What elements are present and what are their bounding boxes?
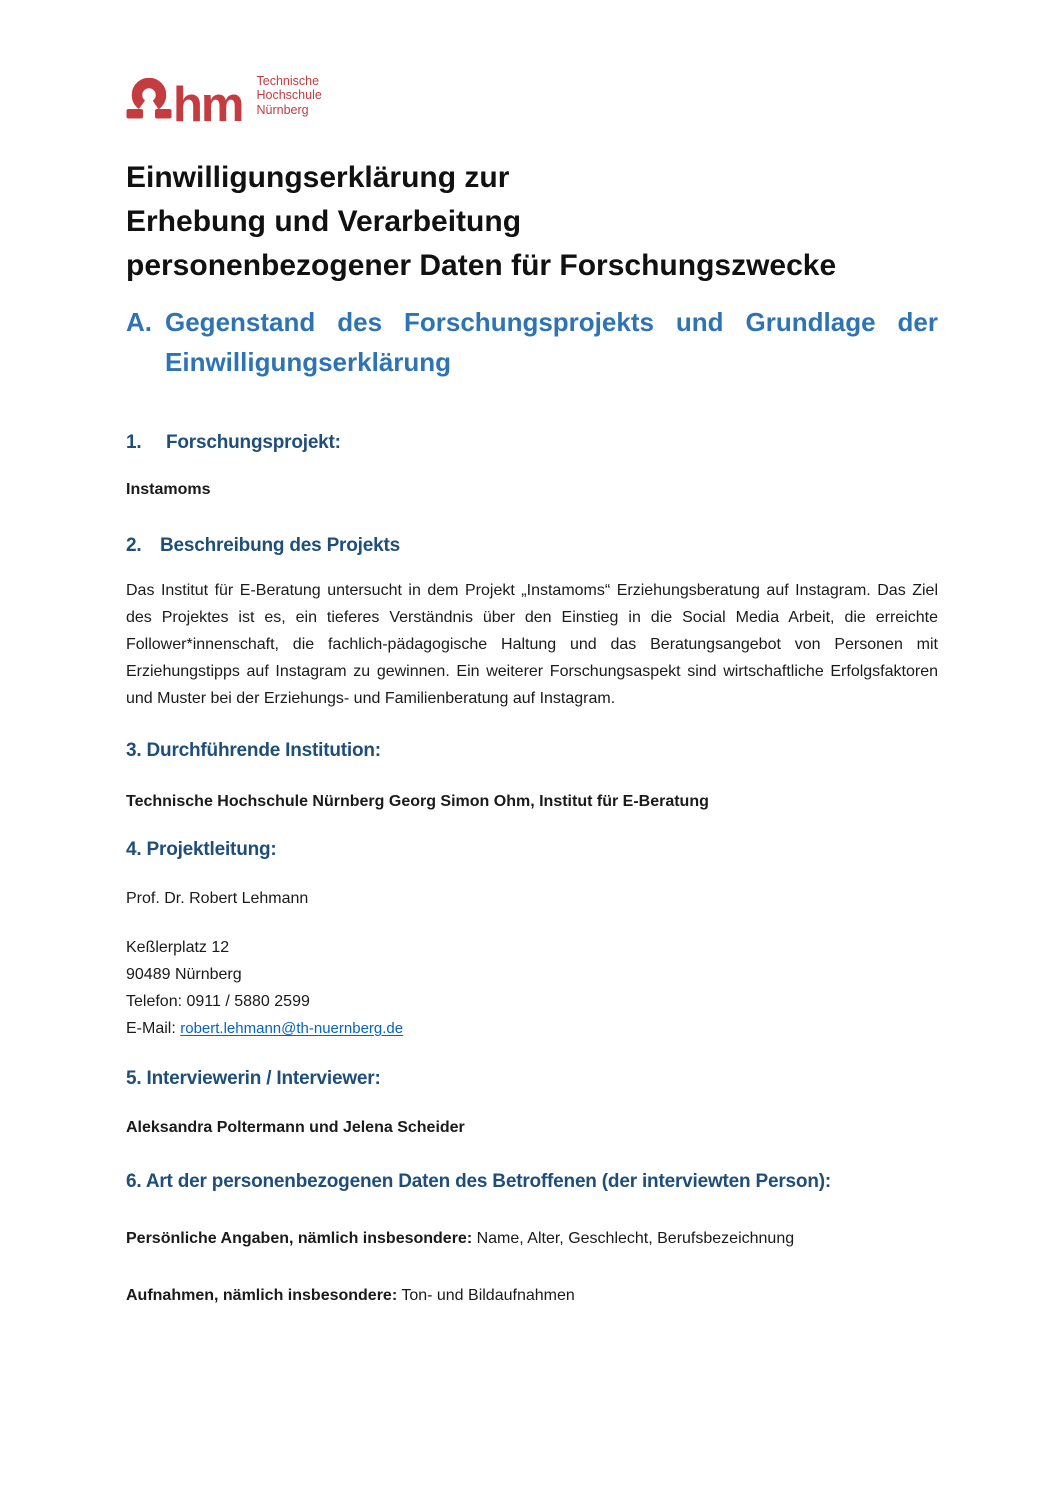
logo-org-line: Technische	[256, 73, 320, 88]
data-type-recordings-label: Aufnahmen, nämlich insbesondere:	[126, 1287, 398, 1304]
project-name: Instamoms	[126, 481, 211, 498]
section-a-heading	[126, 302, 938, 382]
heading-3-institution: 3. Durchführende Institution:	[126, 740, 381, 761]
heading-2-number: 2.	[126, 535, 142, 556]
address-street: Keßlerplatz 12	[126, 939, 230, 956]
data-type-personal-label: Persönliche Angaben, nämlich insbesondere:	[126, 1230, 473, 1247]
data-type-personal	[126, 1225, 938, 1252]
address-city: 90489 Nürnberg	[126, 966, 242, 983]
address-email-line	[126, 1015, 938, 1042]
logo-org-name	[257, 74, 322, 118]
logo-org-line: Nürnberg	[256, 102, 309, 117]
heading-1-text: Forschungsprojekt:	[166, 432, 341, 453]
contact-address-block	[126, 934, 938, 1042]
section-a-text: Gegenstand des Forschungsprojekts und Grundlage der Einwilligungserklärung	[165, 307, 938, 377]
ohm-omega-o-icon	[126, 78, 172, 120]
heading-2-beschreibung	[126, 531, 938, 561]
email-link[interactable]: robert.lehmann@th-nuernberg.de	[180, 1020, 404, 1037]
heading-6-datenarten: 6. Art der personenbezogenen Daten des Betroffenen (der interviewten Person):	[126, 1171, 831, 1192]
section-a-label: A.	[126, 307, 152, 337]
interviewer-names: Aleksandra Poltermann und Jelena Scheider	[126, 1119, 465, 1136]
data-type-recordings-values: Ton- und Bildaufnahmen	[397, 1287, 575, 1304]
heading-2-text: Beschreibung des Projekts	[160, 535, 400, 556]
heading-4-projektleitung: 4. Projektleitung:	[126, 839, 277, 860]
heading-1-forschungsprojekt	[126, 428, 938, 458]
title-line-3: personenbezogener Daten für Forschungszwecke	[126, 249, 837, 282]
data-type-personal-values: Name, Alter, Geschlecht, Berufsbezeichnung	[472, 1230, 795, 1247]
email-label: E-Mail:	[126, 1020, 181, 1037]
title-line-2: Erhebung und Verarbeitung	[126, 205, 522, 238]
institution-name: Technische Hochschule Nürnberg Georg Simon Ohm, Institut für E-Beratung	[126, 793, 709, 810]
logo-wordmark: hm	[173, 78, 243, 132]
project-lead-name: Prof. Dr. Robert Lehmann	[126, 890, 309, 907]
project-description: Das Institut für E-Beratung untersucht in dem Projekt „Instamoms“ Erziehungsberatung auf Instagram. Das Ziel des Projektes ist es, ein tieferes Verständnis über den Einstieg in die Social Media Arbeit, die erreichte Follower*innenschaft, die fachlich-pädagogische Haltung und das Beratungsangebot von Personen mit Erziehungstipps auf Instagram zu gewinnen. Ein weiterer Forschungsaspekt sind wirtschaftliche Erfolgsfaktoren und Muster bei der Erziehungs- und Familienberatung auf Instagram.	[126, 582, 938, 707]
logo-org-line: Hochschule	[256, 88, 322, 102]
address-phone: Telefon: 0911 / 5880 2599	[126, 993, 310, 1010]
heading-5-interviewer: 5. Interviewerin / Interviewer:	[126, 1068, 381, 1089]
data-type-recordings	[126, 1282, 938, 1309]
title-line-1: Einwilligungserklärung zur	[126, 161, 510, 194]
th-nuernberg-logo	[126, 73, 938, 132]
heading-1-number: 1.	[126, 432, 142, 453]
document-title	[126, 156, 938, 288]
